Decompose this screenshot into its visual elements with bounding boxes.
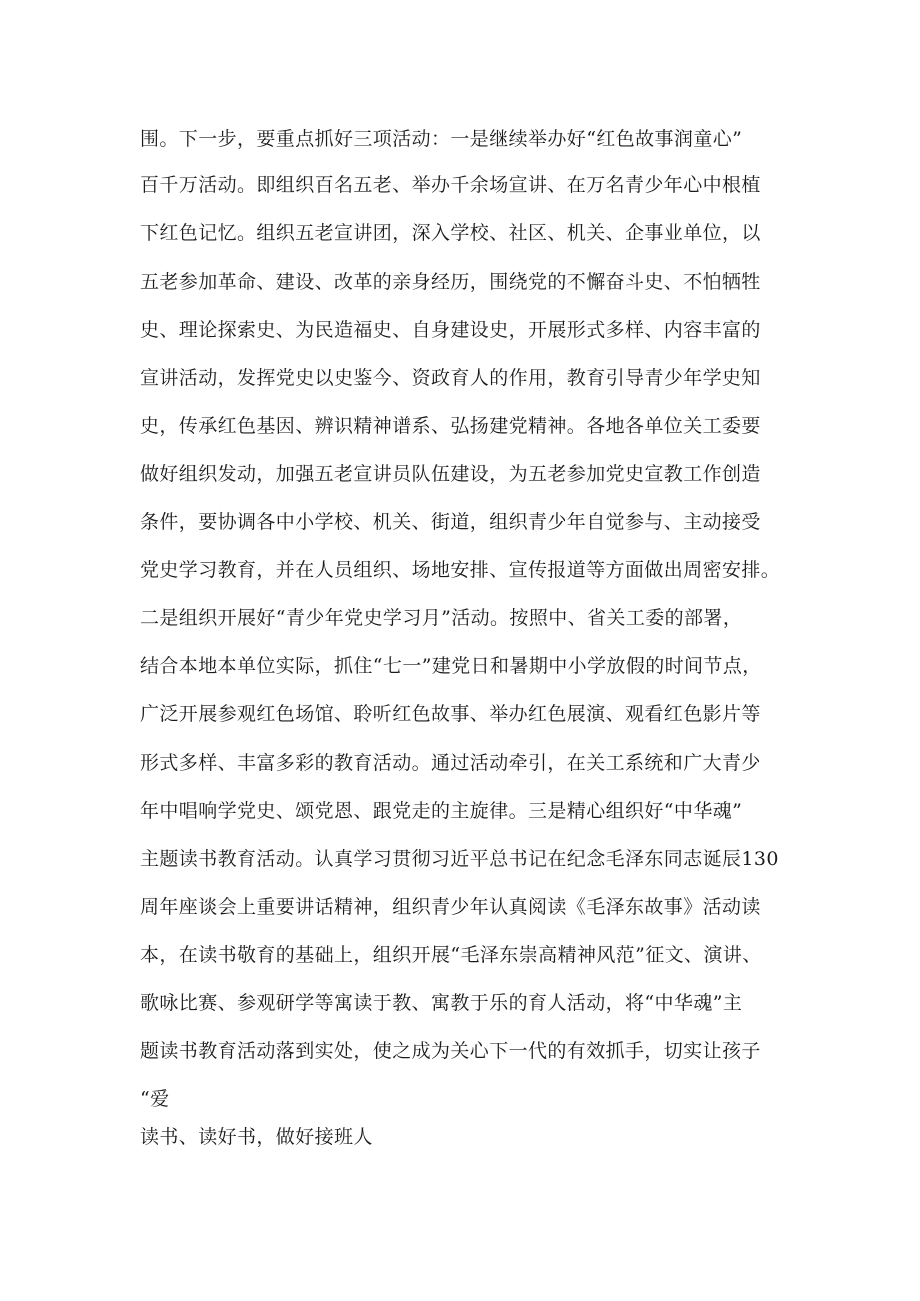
body-text-line: 五老参加革命、建设、改革的亲身经历，围绕党的不懈奋斗史、不怕牺牲 xyxy=(140,271,761,293)
body-text-line: 广泛开展参观红色场馆、聆听红色故事、举办红色展演、观看红色影片等 xyxy=(140,703,761,725)
body-text-line: 年中唱响学党史、颂党恩、跟党走的主旋律。三是精心组织好“中华魂” xyxy=(140,800,743,822)
body-text-line: 主题读书教育活动。认真学习贯彻习近平总书记在纪念毛泽东同志诞辰130 xyxy=(140,848,779,870)
body-text-line: 史，传承红色基因、辨识精神谱系、弘扬建党精神。各地各单位关工委要 xyxy=(140,415,761,437)
body-text-line: 本，在读书敬育的基础上，组织开展“毛泽东崇高精神风范”征文、演讲、 xyxy=(140,944,762,966)
body-text-line: 条件，要协调各中小学校、机关、街道，组织青少年自觉参与、主动接受 xyxy=(140,511,761,533)
body-text-line: 百千万活动。即组织百名五老、举办千余场宣讲、在万名青少年心中根植 xyxy=(140,174,761,196)
body-text-line: 题读书教育活动落到实处，使之成为关心下一代的有效抓手，切实让孩子 xyxy=(140,1040,761,1062)
body-text-line: 结合本地本单位实际，抓住“七一”建党日和暑期中小学放假的时间节点， xyxy=(140,655,762,677)
body-text-line: 二是组织开展好“青少年党史学习月”活动。按照中、省关工委的部署， xyxy=(140,607,743,629)
body-text-line: 形式多样、丰富多彩的教育活动。通过活动牵引，在关工系统和广大青少 xyxy=(140,752,761,774)
body-text-line: 下红色记忆。组织五老宣讲团，深入学校、社区、机关、企事业单位，以 xyxy=(140,222,761,244)
body-text-line: 史、理论探索史、为民造福史、自身建设史，开展形式多样、内容丰富的 xyxy=(140,319,761,341)
body-text-line: 宣讲活动，发挥党史以史鉴今、资政育人的作用，教育引导青少年学史知 xyxy=(140,367,761,389)
body-text-line: 做好组织发动，加强五老宣讲员队伍建设，为五老参加党史宣教工作创造 xyxy=(140,463,761,485)
body-text-line: 党史学习教育，并在人员组织、场地安排、宣传报道等方面做出周密安排。 xyxy=(140,559,781,581)
body-text-line: “爱 xyxy=(140,1088,170,1110)
body-text-line: 围。下一步，要重点抓好三项活动：一是继续举办好“红色故事润童心” xyxy=(140,128,743,150)
body-text-line: 周年座谈会上重要讲话精神，组织青少年认真阅读《毛泽东故事》活动读 xyxy=(140,896,761,918)
body-text-line: 读书、读好书，做好接班人 xyxy=(140,1126,373,1148)
body-text-line: 歌咏比赛、参观研学等寓读于教、寓教于乐的育人活动，将“中华魂”主 xyxy=(140,992,743,1014)
